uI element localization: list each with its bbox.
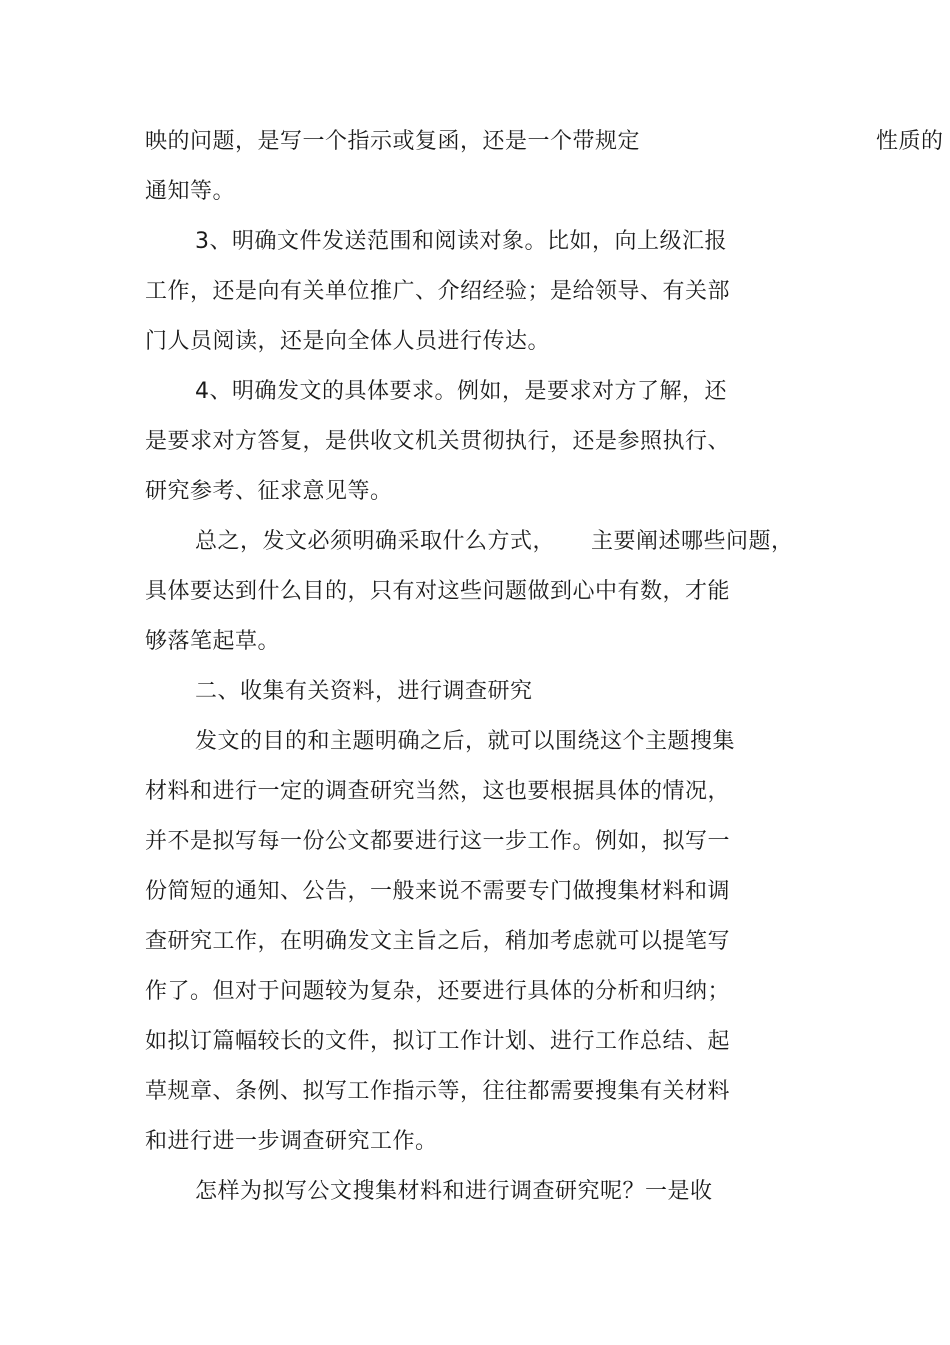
text-line: 并不是拟写每一份公文都要进行这一步工作。例如，拟写一: [145, 829, 731, 854]
section-heading: 二、收集有关资料，进行调查研究: [195, 679, 533, 704]
text-line: 草规章、条例、拟写工作指示等，往往都需要搜集有关材料: [145, 1079, 731, 1104]
text-line: 和进行进一步调查研究工作。: [145, 1129, 438, 1154]
text-line: [195, 527, 794, 557]
text-line: 是要求对方答复，是供收文机关贯彻执行，还是参照执行、: [145, 429, 731, 454]
text-line: 材料和进行一定的调查研究当然，这也要根据具体的情况，: [145, 779, 731, 804]
text-line: 如拟订篇幅较长的文件，拟订工作计划、进行工作总结、起: [145, 1029, 731, 1054]
text-line: 通知等。: [145, 179, 236, 204]
text-line: 查研究工作，在明确发文主旨之后，稍加考虑就可以提笔写: [145, 929, 731, 954]
text-line: 工作，还是向有关单位推广、介绍经验；是给领导、有关部: [145, 279, 731, 304]
text-segment: 总之，发文必须明确采取什么方式，: [195, 529, 556, 554]
text-line: 门人员阅读，还是向全体人员进行传达。: [145, 329, 551, 354]
text-line: [145, 127, 944, 157]
text-segment: 主要阐述哪些问题，: [591, 529, 794, 554]
text-line: 发文的目的和主题明确之后，就可以围绕这个主题搜集: [195, 729, 736, 754]
text-line: 3、明确文件发送范围和阅读对象。比如，向上级汇报: [195, 229, 727, 254]
text-line: 怎样为拟写公文搜集材料和进行调查研究呢？一是收: [195, 1179, 713, 1204]
text-segment: 映的问题，是写一个指示或复函，还是一个带规定: [145, 129, 641, 154]
text-line: 份简短的通知、公告，一般来说不需要专门做搜集材料和调: [145, 879, 731, 904]
text-line: 4、明确发文的具体要求。例如，是要求对方了解，还: [195, 379, 727, 404]
text-line: 具体要达到什么目的，只有对这些问题做到心中有数，才能: [145, 579, 731, 604]
text-line: 研究参考、征求意见等。: [145, 479, 393, 504]
text-line: 作了。但对于问题较为复杂，还要进行具体的分析和归纳；: [145, 979, 731, 1004]
text-line: 够落笔起草。: [145, 629, 281, 654]
text-segment: 性质的: [876, 129, 944, 154]
